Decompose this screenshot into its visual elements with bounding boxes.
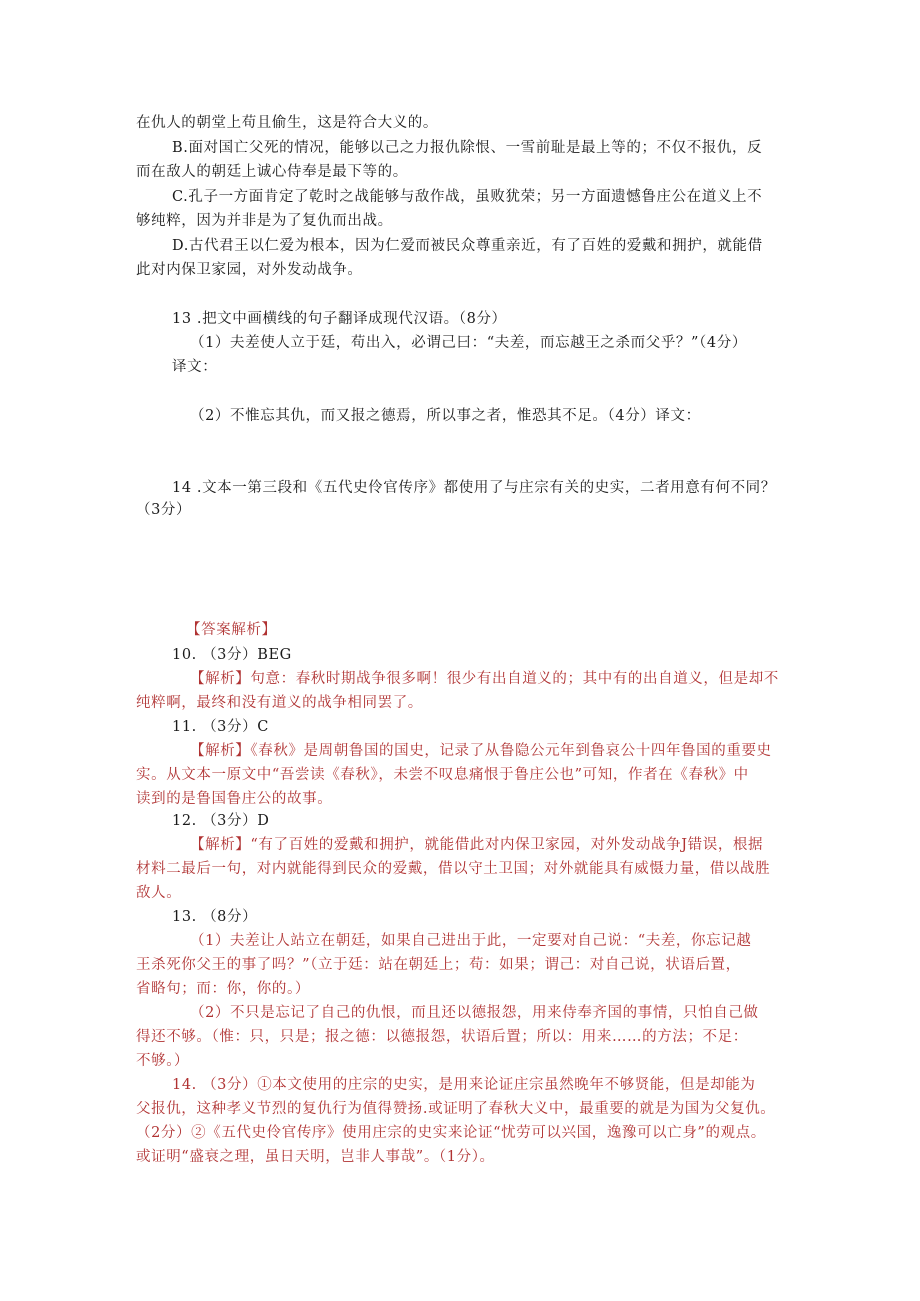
answer-12-analysis-2: 材料二最后一句，对内就能得到民众的爱戴，借以守土卫国；对外就能具有威慑力量，借以战胜 bbox=[136, 861, 771, 877]
question-13-stem: 13 .把文中画横线的句子翻译成现代汉语。（8分） bbox=[172, 311, 507, 327]
answer-12-head: 12. （3分）D bbox=[172, 813, 270, 829]
option-d-line-2: 此对内保卫家园，对外发动战争。 bbox=[136, 262, 363, 278]
answer-13-item-1-line-3: 省略句；而：你，你的。） bbox=[136, 981, 310, 997]
answer-heading: 【答案解析】 bbox=[186, 622, 277, 638]
question-14-stem: 14 .文本一第三段和《五代史伶官传序》都使用了与庄宗有关的史实，二者用意有何不同？ bbox=[172, 480, 776, 496]
answer-13-item-2-line-2: 得还不够。（惟：只，只是；报之德：以德报怨，状语后置；所以：用来……的方法；不足： bbox=[136, 1029, 748, 1045]
answer-14-line-1: 父报仇，这种孝义节烈的复仇行为值得赞扬.或证明了春秋大义中，最重要的就是为国为父复仇。 bbox=[136, 1101, 776, 1117]
answer-11-analysis-1: 【解析】《春秋》是周朝鲁国的国史，记录了从鲁隐公元年到鲁哀公十四年鲁国的重要史 bbox=[190, 743, 772, 759]
answer-13-head: 13. （8分） bbox=[172, 909, 258, 925]
option-c-line-1: C.孔子一方面肯定了乾时之战能够与敌作战，虽败犹荣；另一方面遗憾鲁庄公在道义上不 bbox=[172, 189, 763, 205]
option-b-line-1: B.面对国亡父死的情况，能够以己之力报仇除恨、一雪前耻是最上等的；不仅不报仇，反 bbox=[172, 140, 763, 156]
answer-11-head: 11. （3分）C bbox=[172, 719, 269, 735]
answer-10-analysis-1: 【解析】句意：春秋时期战争很多啊！很少有出自道义的；其中有的出自道义，但是却不 bbox=[190, 671, 779, 687]
option-b-line-2: 而在敌人的朝廷上诚心侍奉是最下等的。 bbox=[136, 164, 408, 180]
answer-11-analysis-3: 读到的是鲁国鲁庄公的故事。 bbox=[136, 791, 333, 807]
answer-11-analysis-2: 实。从文本一原文中“吾尝读《春秋》，未尝不叹息痛恨于鲁庄公也”可知，作者在《春秋》中 bbox=[136, 767, 749, 783]
answer-14-line-2: （2分）②《五代史伶官传序》使用庄宗的史实来论证“忧劳可以兴国，逸豫可以亡身”的观点。 bbox=[136, 1125, 766, 1141]
answer-10-head: 10. （3分）BEG bbox=[172, 647, 292, 663]
option-c-line-2: 够纯粹，因为并非是为了复仇而出战。 bbox=[136, 213, 393, 229]
question-13-item-1-label: 译文： bbox=[172, 359, 218, 375]
answer-12-analysis-3: 敌人。 bbox=[136, 885, 182, 901]
answer-14-line-3: 或证明“盛衰之理，虽日天明，岂非人事哉”。（1分）。 bbox=[136, 1149, 495, 1165]
answer-14-head: 14. （3分）①本文使用的庄宗的史实，是用来论证庄宗虽然晚年不够贤能，但是却能为 bbox=[172, 1077, 756, 1093]
option-d-line-1: D.古代君王以仁爱为根本，因为仁爱而被民众尊重亲近，有了百姓的爱戴和拥护，就能借 bbox=[172, 238, 763, 254]
answer-13-item-1-line-1: （1）夫差让人站立在朝廷，如果自己进出于此，一定要对自己说：“夫差，你忘记越 bbox=[190, 933, 752, 949]
option-a-tail: 在仇人的朝堂上苟且偷生，这是符合大义的。 bbox=[136, 115, 438, 131]
answer-13-item-1-line-2: 王杀死你父王的事了吗？”（立于廷：站在朝廷上；苟：如果；谓己：对自己说，状语后置， bbox=[136, 957, 741, 973]
answer-10-analysis-2: 纯粹啊，最终和没有道义的战争相同罢了。 bbox=[136, 695, 423, 711]
answer-12-analysis-1: 【解析】“有了百姓的爱戴和拥护，就能借此对内保卫家园，对外发动战争J错误，根据 bbox=[190, 837, 764, 853]
answer-13-item-2-line-1: （2）不只是忘记了自己的仇恨，而且还以德报怨，用来侍奉齐国的事情，只怕自己做 bbox=[190, 1005, 759, 1021]
question-13-item-1: （1）夫差使人立于廷，苟出入，必谓己曰：“夫差，而忘越王之杀而父乎？”（4分） bbox=[190, 335, 747, 351]
answer-13-item-2-line-3: 不够。） bbox=[136, 1053, 190, 1069]
question-14-score: （3分） bbox=[136, 502, 192, 518]
question-13-item-2: （2）不惟忘其仇，而又报之德焉，所以事之者，惟恐其不足。（4分）译文： bbox=[190, 408, 701, 424]
